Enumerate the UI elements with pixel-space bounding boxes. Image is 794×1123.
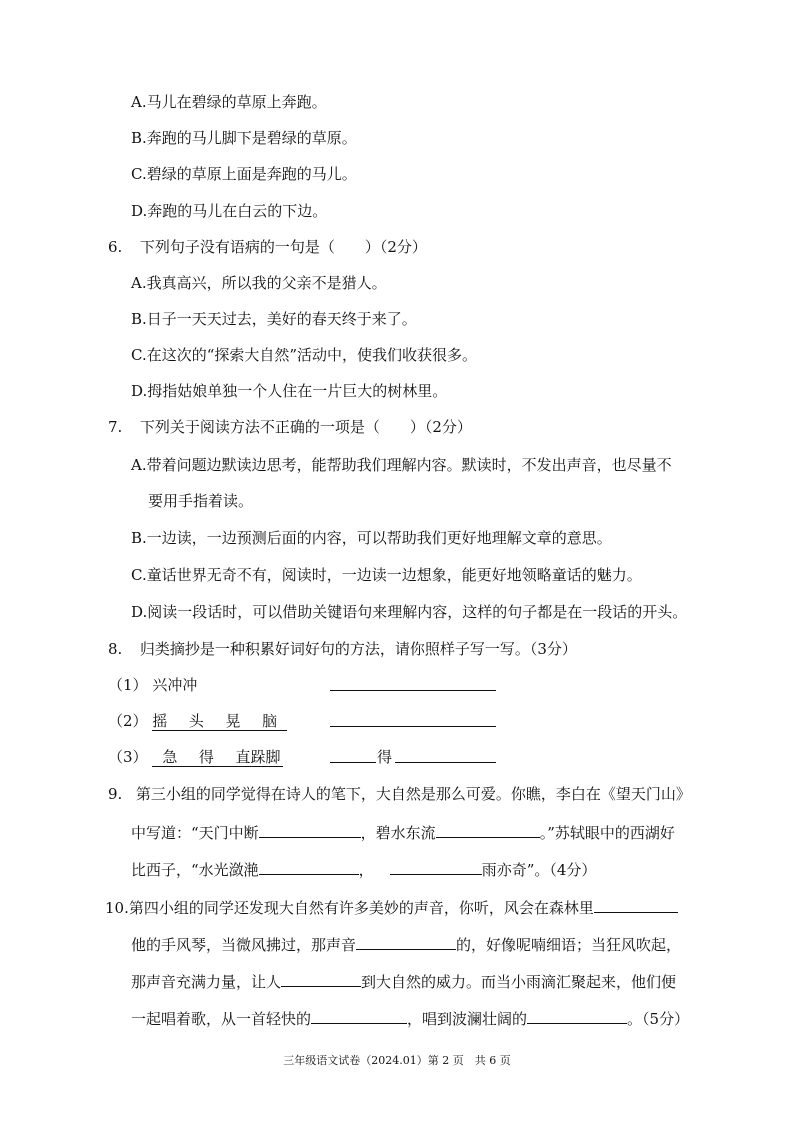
q10-text-3a: 那声音充满力量，让人 <box>131 973 282 991</box>
q8-item-3-word: 直跺脚 <box>235 748 281 766</box>
q10-line-4 <box>131 1007 689 1029</box>
q8-item-3-de: 得 <box>377 748 393 766</box>
q8-item-2-char-1: 摇 <box>152 712 168 730</box>
q8-item-1-number: （1） <box>108 676 148 694</box>
q8-item-3-blank-2[interactable] <box>395 746 496 763</box>
q10-line-2 <box>131 933 681 955</box>
q8-item-2-char-4: 脑 <box>262 712 278 730</box>
q9-blank-1[interactable] <box>259 821 361 838</box>
q10-blank-3[interactable] <box>281 970 361 987</box>
q8-item-2-answer-blank[interactable] <box>330 710 496 727</box>
q9-text-1: 第三小组的同学觉得在诗人的笔下，大自然是那么可爱。你瞧，李白在《望天门山》 <box>135 785 691 803</box>
q7-question <box>108 417 472 437</box>
q9-line-3 <box>131 858 596 880</box>
q8-question <box>108 639 577 659</box>
q10-blank-2[interactable] <box>356 933 456 950</box>
q10-line-1 <box>105 896 678 918</box>
q5-option-c: C.碧绿的草原上面是奔跑的马儿。 <box>131 165 357 183</box>
q8-item-3 <box>108 747 283 767</box>
q10-text-2b: 的，好像呢喃细语；当狂风吹起， <box>456 936 682 954</box>
q7-option-b: B.一边读，一边预测后面的内容，可以帮助我们更好地理解文章的意思。 <box>131 529 612 547</box>
q8-item-2-char-3: 晃 <box>225 712 241 730</box>
q10-text-3b: 到大自然的威力。而当小雨滴汇聚起来，他们便 <box>361 973 677 991</box>
q6-question <box>108 237 427 257</box>
q8-item-3-char-1: 急 <box>162 748 178 766</box>
q8-item-2-number: （2） <box>108 712 148 730</box>
q6-option-a: A.我真高兴，所以我的父亲不是猎人。 <box>131 274 387 292</box>
q10-number: 10. <box>105 899 129 917</box>
q9-text-2c: 。”苏轼眼中的西湖好 <box>539 824 675 842</box>
q10-text-1: 第四小组的同学还发现大自然有许多美妙的声音，你听，风会在森林里 <box>128 899 594 917</box>
q10-text-4c: 。（5分） <box>627 1010 690 1028</box>
q8-item-3-number: （3） <box>108 748 148 766</box>
q5-option-d: D.奔跑的马儿在白云的下边。 <box>131 202 328 220</box>
q10-text-4b: ，唱到波澜壮阔的 <box>407 1010 528 1028</box>
q7-option-c: C.童话世界无奇不有，阅读时，一边读一边想象，能更好地领略童话的魅力。 <box>131 566 642 584</box>
q6-option-d: D.拇指姑娘单独一个人住在一片巨大的树林里。 <box>131 382 448 400</box>
q8-number: 8. <box>108 640 123 658</box>
q7-option-a-line2: 要用手指着读。 <box>148 492 254 510</box>
q8-item-2 <box>108 711 287 731</box>
q6-option-c: C.在这次的“探索大自然”活动中，使我们收获很多。 <box>131 346 478 364</box>
q7-stem: 下列关于阅读方法不正确的一项是（ ）（2分） <box>139 418 472 436</box>
q9-line-1 <box>108 784 691 804</box>
q6-number: 6. <box>108 238 123 256</box>
q8-item-1-example: 兴冲冲 <box>152 676 198 694</box>
q5-option-a: A.马儿在碧绿的草原上奔跑。 <box>131 93 327 111</box>
q9-number: 9. <box>108 785 123 803</box>
q8-item-1 <box>108 675 197 695</box>
q10-blank-4[interactable] <box>311 1007 407 1024</box>
q9-text-3b: ， <box>358 861 374 879</box>
q6-option-b: B.日子一天天过去，美好的春天终于来了。 <box>131 310 417 328</box>
q9-blank-3[interactable] <box>259 858 359 875</box>
q10-text-4a: 一起唱着歌，从一首轻快的 <box>131 1010 312 1028</box>
q5-option-b: B.奔跑的马儿脚下是碧绿的草原。 <box>131 129 357 147</box>
q7-number: 7. <box>108 418 123 436</box>
q9-blank-2[interactable] <box>436 821 540 838</box>
q6-stem: 下列句子没有语病的一句是（ ）（2分） <box>139 238 427 256</box>
q8-item-1-answer-blank[interactable] <box>330 674 496 691</box>
q10-line-3 <box>131 970 676 992</box>
q9-text-2b: ，碧水东流 <box>360 824 436 842</box>
q7-option-a-line1: A.带着问题边默读边思考，能帮助我们理解内容。默读时，不发出声音，也尽量不 <box>131 456 672 474</box>
q8-item-3-blank-1[interactable] <box>330 746 376 763</box>
q8-item-3-char-2: 得 <box>198 748 214 766</box>
q9-text-3a: 比西子，“水光潋滟 <box>131 861 259 879</box>
q9-blank-4[interactable] <box>390 858 482 875</box>
q9-text-3c: 雨亦奇”。（4分） <box>481 861 597 879</box>
q10-blank-5[interactable] <box>527 1007 627 1024</box>
q7-option-d: D.阅读一段话时，可以借助关键语句来理解内容，这样的句子都是在一段话的开头。 <box>131 603 688 621</box>
q9-line-2 <box>131 821 675 843</box>
q8-item-2-example <box>152 712 287 731</box>
q10-text-2a: 他的手风琴，当微风拂过，那声音 <box>131 936 357 954</box>
q8-item-2-char-2: 头 <box>188 712 204 730</box>
q10-blank-1[interactable] <box>594 896 678 913</box>
q9-text-2a: 中写道：“天门中断 <box>131 824 259 842</box>
page-footer: 三年级语文试卷（2024.01）第 2 页 共 6 页 <box>283 1054 511 1067</box>
q8-item-3-example <box>152 748 282 767</box>
q8-stem: 归类摘抄是一种积累好词好句的方法，请你照样子写一写。（3分） <box>139 640 577 658</box>
